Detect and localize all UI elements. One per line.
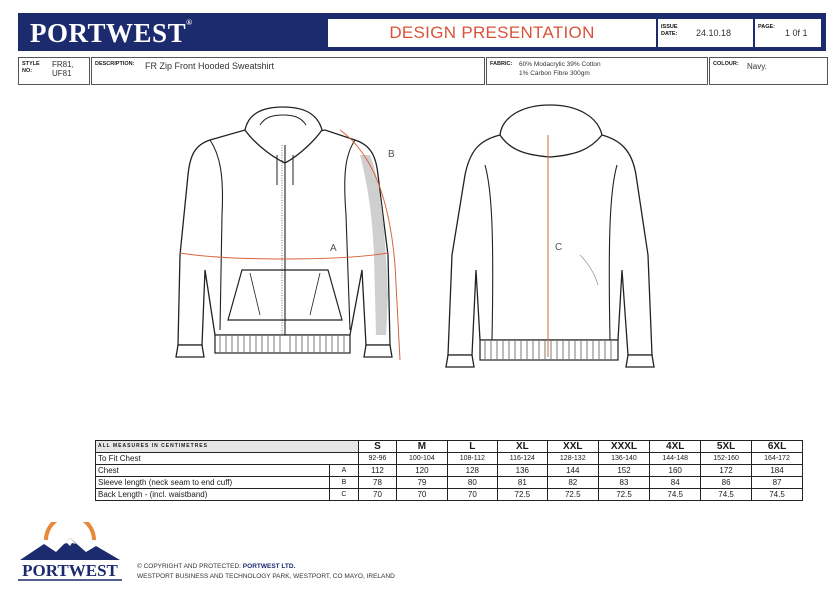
value-cell: 84: [650, 477, 701, 489]
footer-logo: [14, 522, 126, 582]
style-label-2: NO:: [22, 67, 33, 74]
fit-cell: 100-104: [396, 453, 447, 465]
size-header-row: [96, 441, 803, 453]
fit-cell: 128-132: [547, 453, 598, 465]
value-cell: 78: [359, 477, 397, 489]
company-name: PORTWEST LTD.: [242, 563, 296, 570]
value-cell: 70: [447, 489, 497, 501]
value-cell: 70: [396, 489, 447, 501]
table-row-back-length: [96, 489, 803, 501]
measure-label-c: C: [555, 242, 563, 253]
value-cell: 144: [547, 465, 598, 477]
page-label: PAGE:: [758, 24, 776, 30]
page-value: 1 0f 1: [785, 28, 808, 38]
fit-label: To Fit Chest: [96, 453, 359, 465]
row-code: B: [329, 477, 358, 489]
style-no-field: [18, 57, 90, 85]
fabric-value-1: 60% Modacrylic 39% Cotton: [519, 61, 601, 68]
fit-cell: 116-124: [497, 453, 547, 465]
value-cell: 120: [396, 465, 447, 477]
fit-cell: 136-140: [598, 453, 650, 465]
value-cell: 74.5: [752, 489, 803, 501]
size-head: 5XL: [701, 441, 752, 453]
value-cell: 136: [497, 465, 547, 477]
value-cell: 72.5: [598, 489, 650, 501]
measure-label-a: A: [330, 243, 337, 254]
row-code: A: [329, 465, 358, 477]
size-head: M: [396, 441, 447, 453]
issue-date-box: [656, 19, 753, 47]
value-cell: 72.5: [547, 489, 598, 501]
table-row-chest: [96, 465, 803, 477]
value-cell: 152: [598, 465, 650, 477]
fabric-label: FABRIC:: [490, 61, 513, 67]
fit-row: [96, 453, 803, 465]
front-view-drawing: [176, 107, 392, 357]
description-label: DESCRIPTION:: [95, 61, 135, 67]
colour-value: Navy.: [747, 62, 767, 71]
fit-cell: 152-160: [701, 453, 752, 465]
size-head: 4XL: [650, 441, 701, 453]
value-cell: 83: [598, 477, 650, 489]
style-value-2: UF81: [52, 69, 72, 78]
fabric-field: [486, 57, 708, 85]
fabric-value-2: 1% Carbon Fibre 300gm: [519, 70, 590, 77]
style-label-1: STYLE: [22, 61, 40, 67]
row-label: Sleeve length (neck seam to end cuff): [96, 477, 330, 489]
size-head: XXL: [547, 441, 598, 453]
fit-cell: 144-148: [650, 453, 701, 465]
table-row-sleeve: [96, 477, 803, 489]
value-cell: 184: [752, 465, 803, 477]
page-box: [753, 19, 821, 47]
issue-label-1: ISSUE: [661, 24, 678, 30]
issue-label-2: DATE:: [661, 30, 678, 37]
value-cell: 87: [752, 477, 803, 489]
measures-label: ALL MEASURES IN CENTIMETRES: [96, 441, 359, 453]
value-cell: 80: [447, 477, 497, 489]
garment-drawings: [150, 95, 690, 385]
document-title: DESIGN PRESENTATION: [328, 19, 656, 47]
size-head: XXXL: [598, 441, 650, 453]
size-head: 6XL: [752, 441, 803, 453]
value-cell: 128: [447, 465, 497, 477]
measure-label-b: B: [388, 149, 395, 160]
copyright-prefix: © COPYRIGHT AND PROTECTED:: [137, 563, 243, 570]
description-field: [91, 57, 485, 85]
issue-date-value: 24.10.18: [696, 28, 732, 38]
value-cell: 79: [396, 477, 447, 489]
value-cell: 82: [547, 477, 598, 489]
row-label: Back Length - (incl. waistband): [96, 489, 330, 501]
colour-field: [709, 57, 828, 85]
row-label: Chest: [96, 465, 330, 477]
fit-cell: 92-96: [359, 453, 397, 465]
portwest-logo: PORTWEST®: [30, 18, 193, 48]
value-cell: 74.5: [650, 489, 701, 501]
size-head: XL: [497, 441, 547, 453]
back-view-drawing: [446, 105, 654, 367]
value-cell: 112: [359, 465, 397, 477]
value-cell: 86: [701, 477, 752, 489]
company-address: WESTPORT BUSINESS AND TECHNOLOGY PARK, WESTPORT, CO MAYO, IRELAND: [137, 573, 395, 580]
footer-brand: PORTWEST: [22, 561, 118, 580]
value-cell: 172: [701, 465, 752, 477]
size-table: [95, 440, 803, 501]
row-code: C: [329, 489, 358, 501]
size-head: L: [447, 441, 497, 453]
fit-cell: 108-112: [447, 453, 497, 465]
value-cell: 70: [359, 489, 397, 501]
colour-label: COLOUR:: [713, 61, 739, 67]
value-cell: 160: [650, 465, 701, 477]
value-cell: 72.5: [497, 489, 547, 501]
description-value: FR Zip Front Hooded Sweatshirt: [145, 61, 275, 71]
header-bar: [18, 13, 826, 51]
footer-copyright: [137, 562, 395, 582]
value-cell: 81: [497, 477, 547, 489]
fit-cell: 164-172: [752, 453, 803, 465]
size-head: S: [359, 441, 397, 453]
value-cell: 74.5: [701, 489, 752, 501]
style-value-1: FR81,: [52, 60, 74, 69]
